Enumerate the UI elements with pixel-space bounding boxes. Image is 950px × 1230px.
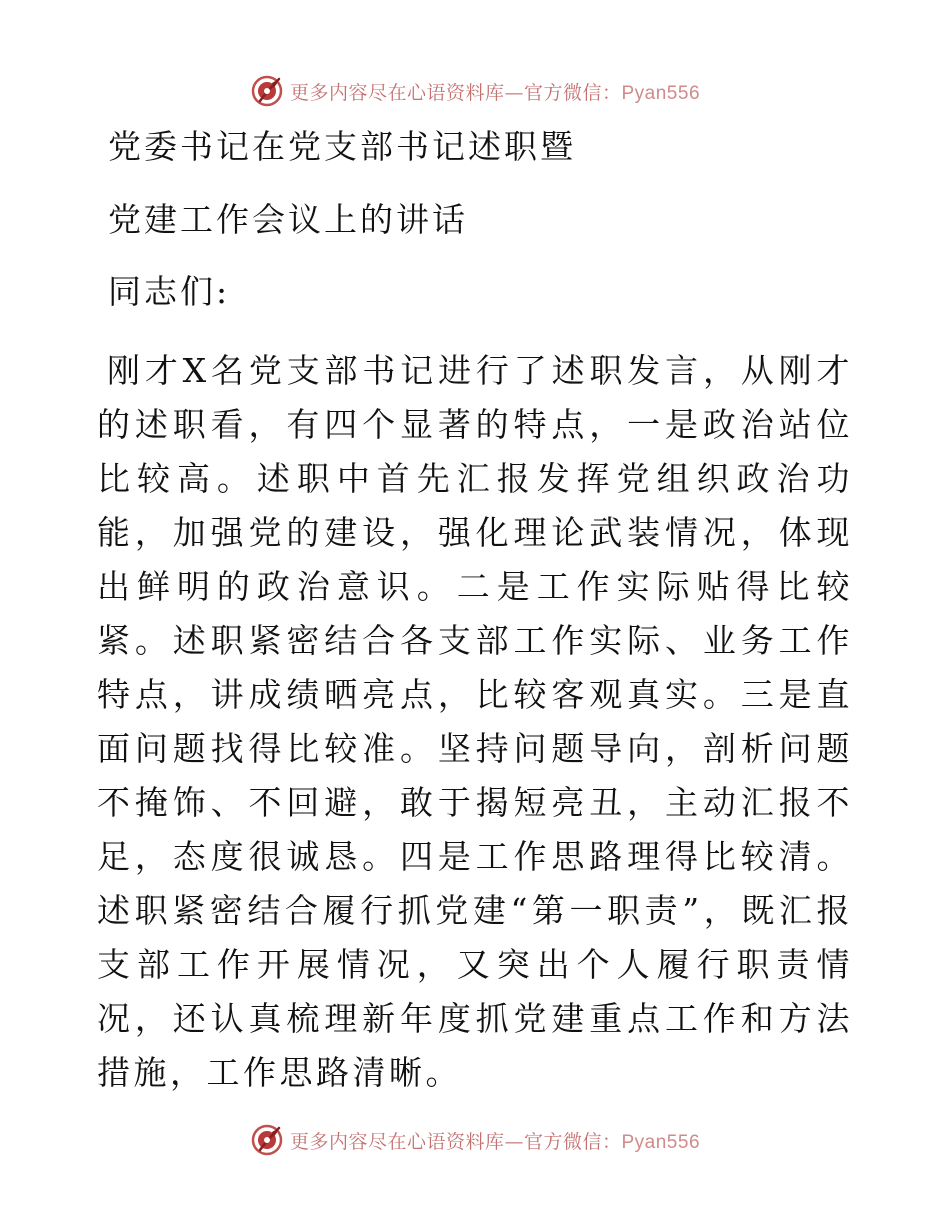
footer-watermark	[0, 1120, 950, 1160]
quill-logo-icon	[250, 1123, 284, 1157]
header-watermark	[0, 71, 950, 111]
salutation: 同志们:	[108, 272, 231, 311]
watermark-separator: —	[504, 81, 524, 104]
document-title-line-2: 党建工作会议上的讲话	[108, 200, 468, 239]
watermark-text	[290, 1127, 700, 1154]
watermark-separator: —	[504, 1130, 524, 1153]
watermark-text	[290, 78, 700, 105]
document-title-line-1: 党委书记在党支部书记述职暨	[108, 127, 576, 166]
watermark-wechat-id: Pyan556	[621, 82, 701, 104]
quill-logo-icon	[250, 74, 284, 108]
watermark-wechat-id: Pyan556	[621, 1131, 701, 1153]
watermark-wechat-label: 官方微信：	[523, 1130, 622, 1153]
watermark-wechat-label: 官方微信：	[523, 81, 622, 104]
watermark-brand: 更多内容尽在心语资料库	[289, 1130, 505, 1153]
watermark-brand: 更多内容尽在心语资料库	[289, 81, 505, 104]
body-paragraph: 刚才X名党支部书记进行了述职发言，从刚才的述职看，有四个显著的特点，一是政治站位比较高。述职中首先汇报发挥党组织政治功能，加强党的建设，强化理论武装情况，体现出鲜明的政治意识。二是工作实际贴得比较紧。述职紧密结合各支部工作实际、业务工作特点，讲成绩晒亮点，比较客观真实。三是直面问题找得比较准。坚持问题导向，剖析问题不掩饰、不回避，敢于揭短亮丑，主动汇报不足，态度很诚恳。四是工作思路理得比较清。述职紧密结合履行抓党建“第一职责”，既汇报支部工作开展情况，又突出个人履行职责情况，还认真梳理新年度抓党建重点工作和方法措施，工作思路清晰。	[97, 351, 853, 1092]
